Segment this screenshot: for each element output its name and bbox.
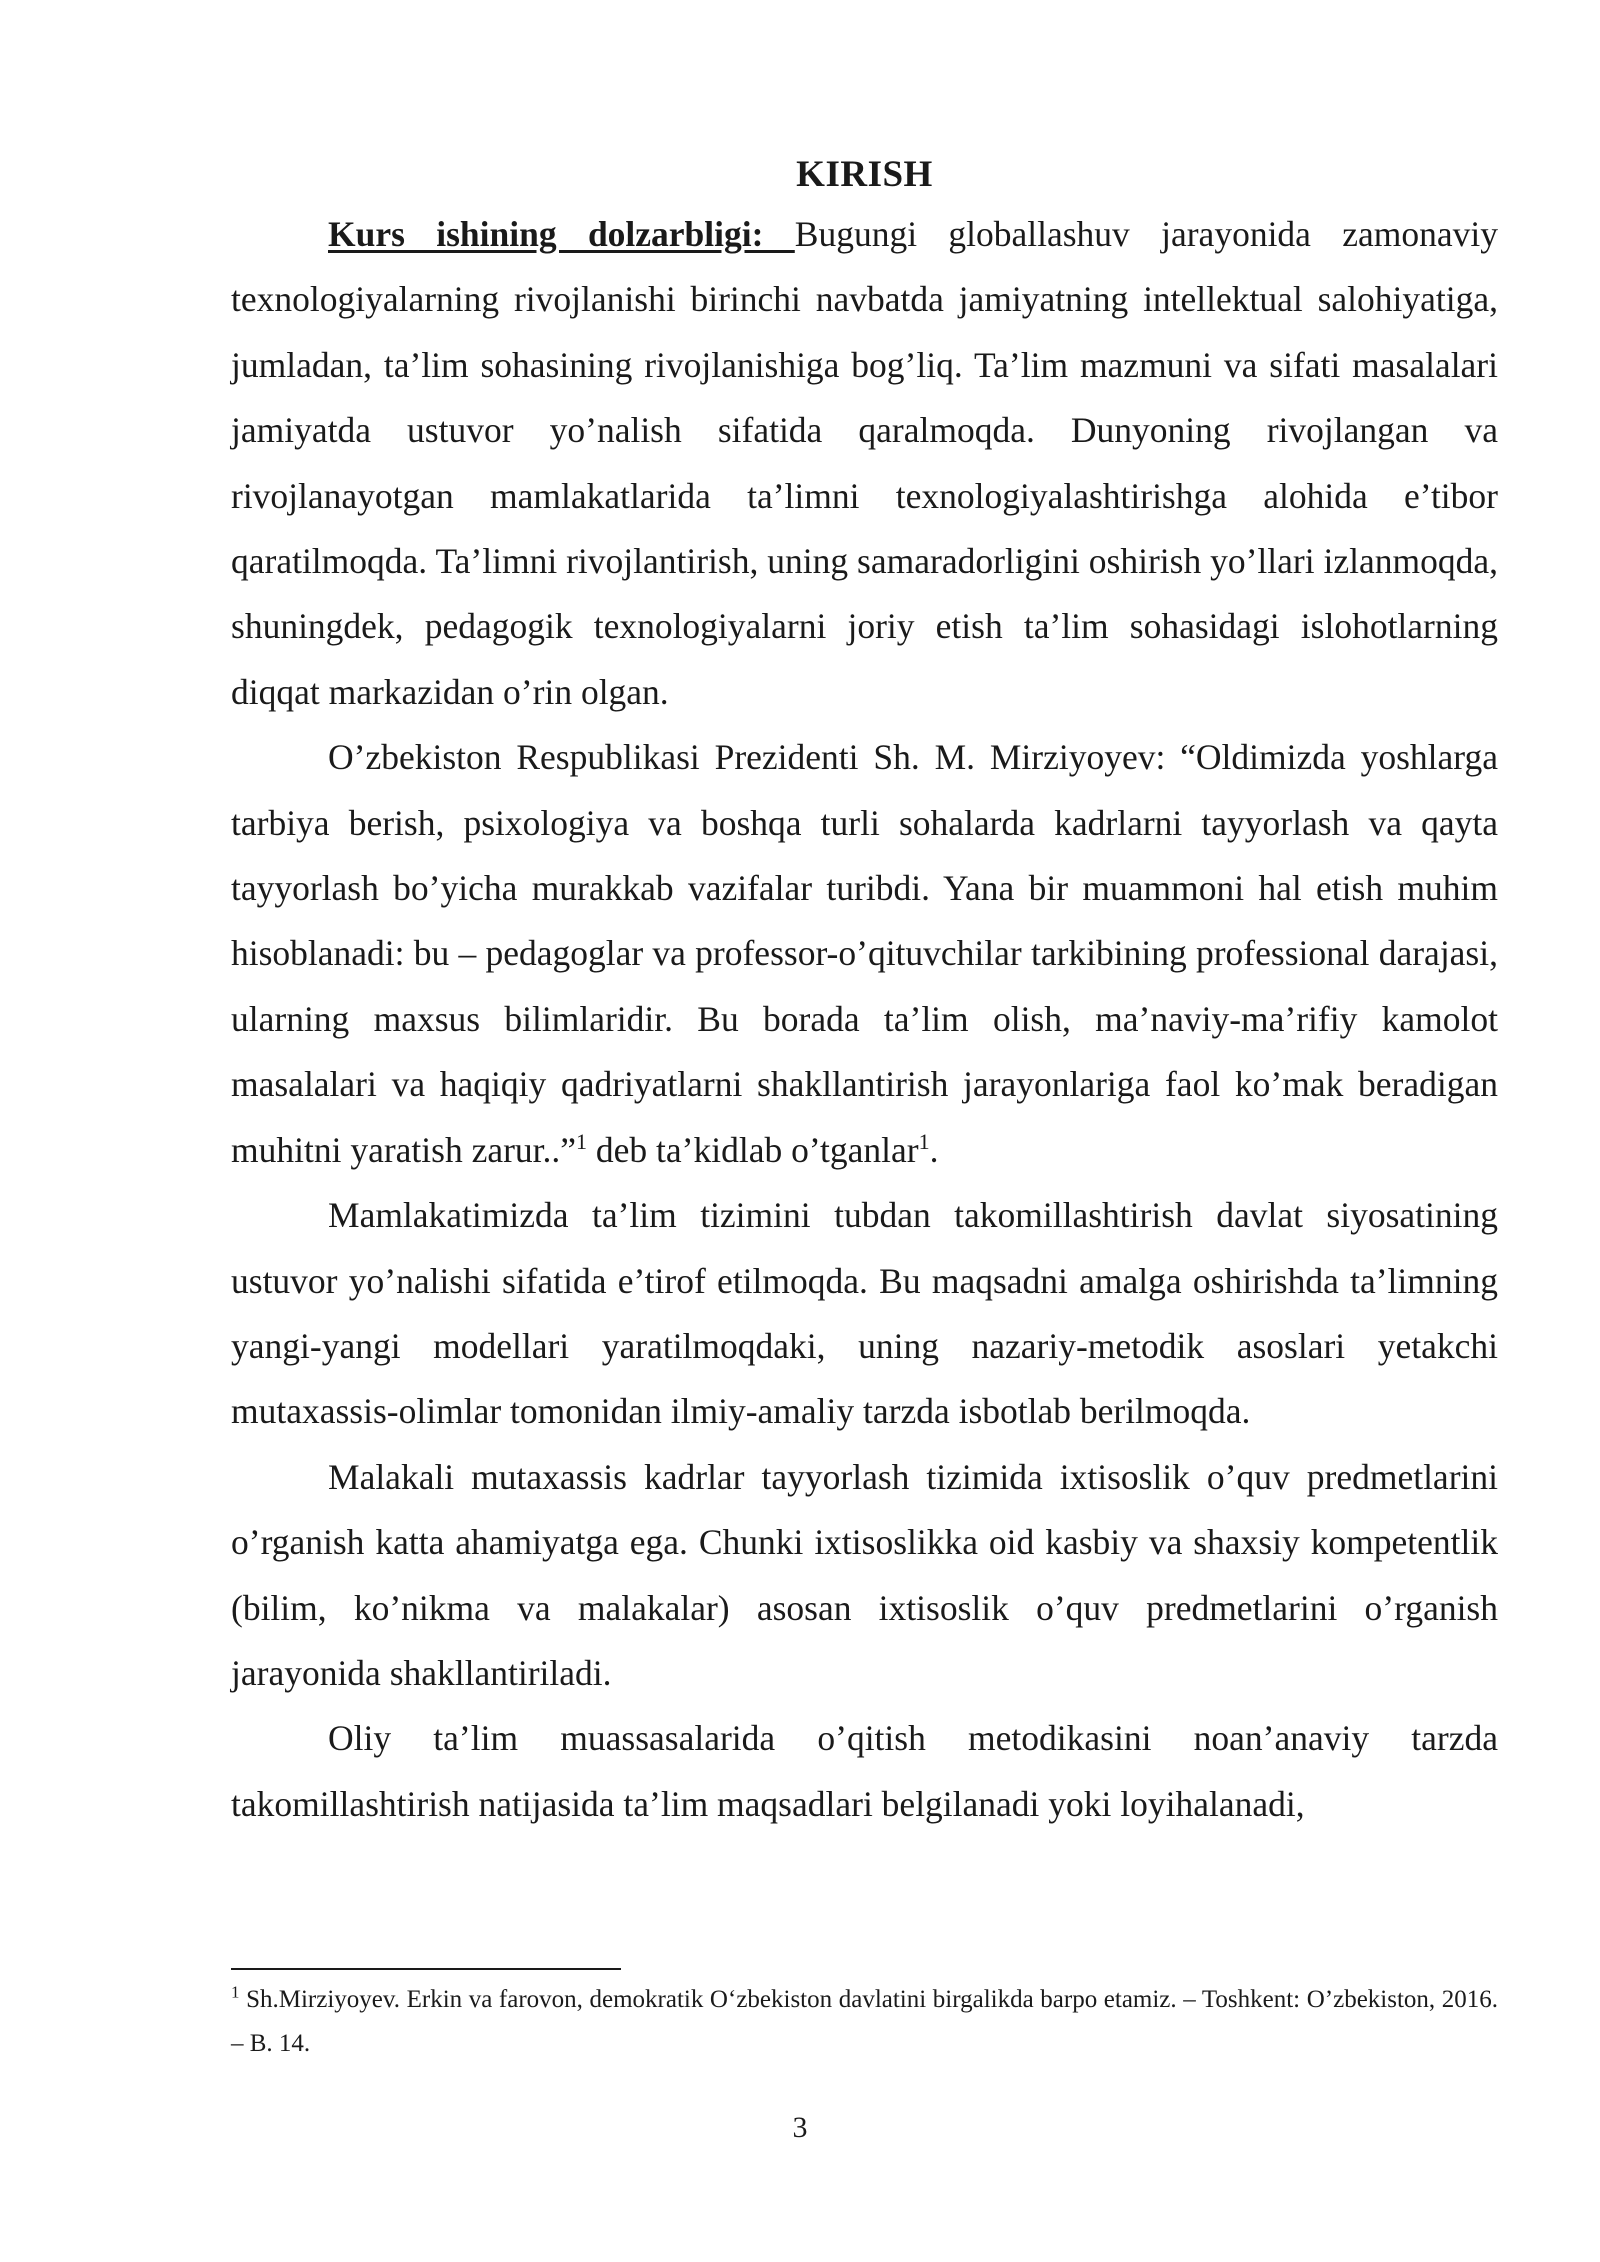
footnote [231,1978,1498,2066]
main-text [231,148,1498,1837]
footnote-divider [231,1968,621,1970]
paragraph-education-system: Mamlakatimizda ta’lim tizimini tubdan takomillashtirish davlat siyosatining ustuvor yo’nalishi sifatida e’tirof etilmoqda. Bu maqsadni amalga oshirishda ta’limning yangi-yangi modellari yaratilmoqdaki, uning nazariy-metodik asoslari yetakchi mutaxassis-olimlar tomonidan ilmiy-amaliy tarzda isbotlab berilmoqda. [231,1195,1498,1432]
quote-text: O’zbekiston Respublikasi Prezidenti Sh. M. Mirziyoyev: “Oldimizda yoshlarga tarbiya berish, psixologiya va boshqa turli sohalarda kadrlarni tayyorlash va qayta tayyorlash bo’yicha murakkab vazifalar turibdi. Yana bir muammoni hal etish muhim hisoblanadi: bu – pedagoglar va professor-o’qituvchilar tarkibining professional darajasi, ularning maxsus bilimlaridir. Bu borada ta’lim olish, ma’naviy-ma’rifiy kamolot masalalari va haqiqiy qadriyatlarni shakllantirish jarayonlariga faol ko’mak beradigan muhitni yaratish zarur..” [231,737,1498,1170]
paragraph-relevance-text: Bugungi globallashuv jarayonida zamonaviy texnologiyalarning rivojlanishi birinchi navbatda jamiyatning intellektual salohiyatiga, jumladan, ta’lim sohasining rivojlanishiga bog’liq. Ta’lim mazmuni va sifati masalalari jamiyatda ustuvor yo’nalish sifatida qaralmoqda. Dunyoning rivojlangan va rivojlanayotgan mamlakatlarida ta’limni texnologiyalashtirishga alohida e’tibor qaratilmoqda. Ta’limni rivojlantirish, uning samaradorligini oshirish yo’llari izlanmoqda, shuningdek, pedagogik texnologiyalarni joriy etish ta’lim sohasidagi islohotlarning diqqat markazidan o’rin olgan. [231,214,1498,712]
footnote-reference[interactable]: 1 [576,1128,588,1154]
footnote-text: Sh.Mirziyoyev. Erkin va farovon, demokratik O‘zbekiston davlatini birgalikda barpo etamiz. – Toshkent: O’zbekiston, 2016. – B. 14. [231,1986,1498,2057]
quote-end: . [929,1129,939,1170]
footnote-reference-2[interactable]: 1 [918,1128,930,1154]
footnote-marker: 1 [231,1982,240,2002]
quote-attribution: deb ta’kidlab o’tganlar [587,1129,919,1170]
paragraph-relevance [231,202,1498,725]
paragraph-specialist-training: Malakali mutaxassis kadrlar tayyorlash tizimida ixtisoslik o’quv predmetlarini o’rganish katta ahamiyatga ega. Chunki ixtisoslikka oid kasbiy va shaxsiy kompetentlik (bilim, ko’nikma va malakalar) asosan ixtisoslik o’quv predmetlarini o’rganish jarayonida shakllantiriladi. [231,1456,1498,1693]
page-title: KIRISH [796,154,933,195]
paragraph-higher-education: Oliy ta’lim muassasalarida o’qitish metodikasini noan’anaviy tarzda takomillashtirish natijasida ta’lim maqsadlari belgilanadi yoki loyihalanadi, [231,1718,1498,1824]
paragraph-president-quote [231,725,1498,1183]
relevance-label: Kurs ishining dolzarbligi: [328,214,795,254]
page-number: 3 [792,2111,808,2144]
